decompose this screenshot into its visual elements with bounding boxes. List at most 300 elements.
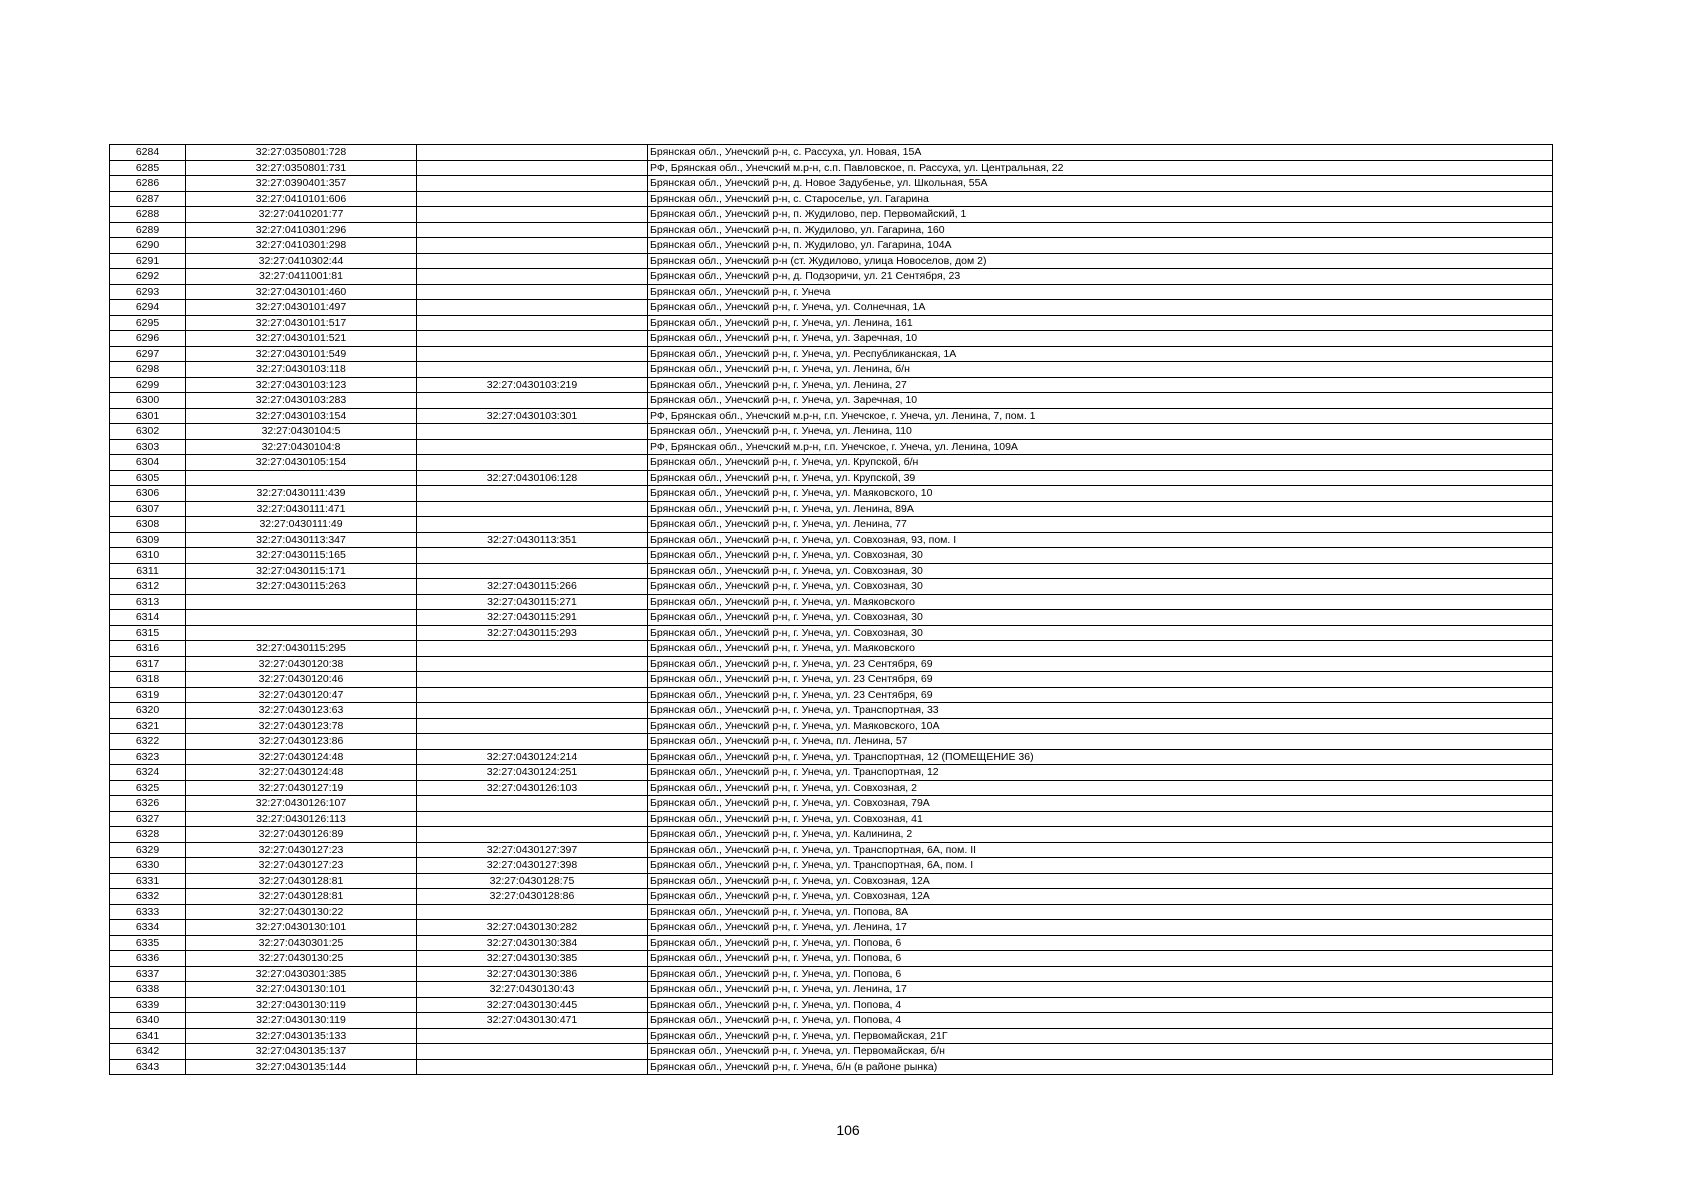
address-cell: Брянская обл., Унечский р-н, г. Унеча, ул. Маяковского, 10А xyxy=(648,718,1553,734)
row-number-cell: 6307 xyxy=(110,501,186,517)
linked-cadastral-number-cell: 32:27:0430124:251 xyxy=(417,765,648,781)
row-number-cell: 6296 xyxy=(110,331,186,347)
linked-cadastral-number-cell: 32:27:0430113:351 xyxy=(417,532,648,548)
table-row xyxy=(110,935,1553,951)
row-number-cell: 6287 xyxy=(110,191,186,207)
row-number-cell: 6318 xyxy=(110,672,186,688)
address-cell: Брянская обл., Унечский р-н, г. Унеча, пл. Ленина, 57 xyxy=(648,734,1553,750)
cadastral-number-cell: 32:27:0430103:154 xyxy=(186,408,417,424)
row-number-cell: 6331 xyxy=(110,873,186,889)
address-cell: Брянская обл., Унечский р-н, г. Унеча, ул. Маяковского xyxy=(648,641,1553,657)
linked-cadastral-number-cell xyxy=(417,269,648,285)
row-number-cell: 6298 xyxy=(110,362,186,378)
page-number: 106 xyxy=(836,1122,860,1138)
address-cell: Брянская обл., Унечский р-н, г. Унеча, ул. Попова, 8А xyxy=(648,904,1553,920)
row-number-cell: 6343 xyxy=(110,1059,186,1075)
row-number-cell: 6301 xyxy=(110,408,186,424)
linked-cadastral-number-cell: 32:27:0430130:282 xyxy=(417,920,648,936)
linked-cadastral-number-cell xyxy=(417,424,648,440)
cadastral-number-cell: 32:27:0430120:38 xyxy=(186,656,417,672)
table-row xyxy=(110,486,1553,502)
cadastral-number-cell: 32:27:0430115:295 xyxy=(186,641,417,657)
row-number-cell: 6294 xyxy=(110,300,186,316)
address-cell: Брянская обл., Унечский р-н, г. Унеча, ул. Совхозная, 30 xyxy=(648,563,1553,579)
table-row xyxy=(110,734,1553,750)
row-number-cell: 6285 xyxy=(110,160,186,176)
linked-cadastral-number-cell xyxy=(417,796,648,812)
row-number-cell: 6333 xyxy=(110,904,186,920)
address-cell: Брянская обл., Унечский р-н, г. Унеча, ул. Транспортная, 6А, пом. II xyxy=(648,842,1553,858)
table-row xyxy=(110,284,1553,300)
cadastral-number-cell: 32:27:0430103:118 xyxy=(186,362,417,378)
row-number-cell: 6311 xyxy=(110,563,186,579)
linked-cadastral-number-cell: 32:27:0430130:384 xyxy=(417,935,648,951)
cadastral-number-cell: 32:27:0430105:154 xyxy=(186,455,417,471)
cadastral-number-cell: 32:27:0430101:549 xyxy=(186,346,417,362)
table-row xyxy=(110,579,1553,595)
cadastral-number-cell: 32:27:0430120:46 xyxy=(186,672,417,688)
table-row xyxy=(110,393,1553,409)
table-row xyxy=(110,997,1553,1013)
row-number-cell: 6309 xyxy=(110,532,186,548)
row-number-cell: 6339 xyxy=(110,997,186,1013)
table-row xyxy=(110,408,1553,424)
address-cell: Брянская обл., Унечский р-н, г. Унеча, ул. Ленина, 77 xyxy=(648,517,1553,533)
table-row xyxy=(110,222,1553,238)
cadastral-number-cell: 32:27:0430104:8 xyxy=(186,439,417,455)
cadastral-number-cell: 32:27:0430128:81 xyxy=(186,889,417,905)
linked-cadastral-number-cell: 32:27:0430128:86 xyxy=(417,889,648,905)
table-row xyxy=(110,920,1553,936)
table-row xyxy=(110,1044,1553,1060)
linked-cadastral-number-cell xyxy=(417,455,648,471)
address-cell: Брянская обл., Унечский р-н, г. Унеча, ул. Попова, 4 xyxy=(648,997,1553,1013)
linked-cadastral-number-cell xyxy=(417,362,648,378)
row-number-cell: 6314 xyxy=(110,610,186,626)
row-number-cell: 6288 xyxy=(110,207,186,223)
row-number-cell: 6293 xyxy=(110,284,186,300)
linked-cadastral-number-cell: 32:27:0430130:471 xyxy=(417,1013,648,1029)
address-cell: Брянская обл., Унечский р-н, с. Рассуха, ул. Новая, 15А xyxy=(648,145,1553,161)
cadastral-number-cell: 32:27:0430301:25 xyxy=(186,935,417,951)
cadastral-number-cell: 32:27:0430124:48 xyxy=(186,749,417,765)
linked-cadastral-number-cell xyxy=(417,191,648,207)
table-row xyxy=(110,873,1553,889)
linked-cadastral-number-cell xyxy=(417,734,648,750)
row-number-cell: 6330 xyxy=(110,858,186,874)
linked-cadastral-number-cell: 32:27:0430106:128 xyxy=(417,470,648,486)
row-number-cell: 6328 xyxy=(110,827,186,843)
table-row xyxy=(110,687,1553,703)
table-row xyxy=(110,1028,1553,1044)
address-cell: Брянская обл., Унечский р-н, г. Унеча, ул. Попова, 6 xyxy=(648,935,1553,951)
address-cell: Брянская обл., Унечский р-н, г. Унеча, ул. Ленина, 110 xyxy=(648,424,1553,440)
cadastral-number-cell: 32:27:0430124:48 xyxy=(186,765,417,781)
row-number-cell: 6336 xyxy=(110,951,186,967)
row-number-cell: 6321 xyxy=(110,718,186,734)
address-cell: Брянская обл., Унечский р-н, г. Унеча, ул. Транспортная, 33 xyxy=(648,703,1553,719)
row-number-cell: 6302 xyxy=(110,424,186,440)
address-cell: Брянская обл., Унечский р-н, г. Унеча, ул. Транспортная, 12 (ПОМЕЩЕНИЕ 36) xyxy=(648,749,1553,765)
cadastral-number-cell: 32:27:0410201:77 xyxy=(186,207,417,223)
address-cell: Брянская обл., Унечский р-н, г. Унеча, ул. Попова, 4 xyxy=(648,1013,1553,1029)
linked-cadastral-number-cell: 32:27:0430115:266 xyxy=(417,579,648,595)
cadastral-number-cell: 32:27:0430130:119 xyxy=(186,997,417,1013)
table-row xyxy=(110,253,1553,269)
table-row xyxy=(110,439,1553,455)
row-number-cell: 6286 xyxy=(110,176,186,192)
linked-cadastral-number-cell: 32:27:0430130:43 xyxy=(417,982,648,998)
row-number-cell: 6303 xyxy=(110,439,186,455)
linked-cadastral-number-cell: 32:27:0430130:386 xyxy=(417,966,648,982)
row-number-cell: 6337 xyxy=(110,966,186,982)
cadastral-number-cell: 32:27:0430130:22 xyxy=(186,904,417,920)
table-row xyxy=(110,315,1553,331)
linked-cadastral-number-cell xyxy=(417,517,648,533)
linked-cadastral-number-cell: 32:27:0430127:397 xyxy=(417,842,648,858)
address-cell: Брянская обл., Унечский р-н, г. Унеча, ул. Ленина, 161 xyxy=(648,315,1553,331)
address-cell: Брянская обл., Унечский р-н, г. Унеча, ул. Совхозная, 79А xyxy=(648,796,1553,812)
address-cell: Брянская обл., Унечский р-н, г. Унеча, ул. Совхозная, 30 xyxy=(648,610,1553,626)
linked-cadastral-number-cell xyxy=(417,656,648,672)
row-number-cell: 6323 xyxy=(110,749,186,765)
table-row xyxy=(110,625,1553,641)
address-cell: Брянская обл., Унечский р-н, г. Унеча, ул. Транспортная, 6А, пом. I xyxy=(648,858,1553,874)
row-number-cell: 6304 xyxy=(110,455,186,471)
table-row xyxy=(110,827,1553,843)
table-row xyxy=(110,191,1553,207)
row-number-cell: 6319 xyxy=(110,687,186,703)
cadastral-number-cell: 32:27:0430135:144 xyxy=(186,1059,417,1075)
address-cell: Брянская обл., Унечский р-н, г. Унеча, ул. 23 Сентября, 69 xyxy=(648,687,1553,703)
row-number-cell: 6335 xyxy=(110,935,186,951)
table-row xyxy=(110,517,1553,533)
cadastral-number-cell xyxy=(186,610,417,626)
linked-cadastral-number-cell: 32:27:0430130:445 xyxy=(417,997,648,1013)
row-number-cell: 6315 xyxy=(110,625,186,641)
cadastral-number-cell: 32:27:0430111:439 xyxy=(186,486,417,502)
address-cell: Брянская обл., Унечский р-н, г. Унеча, ул. Транспортная, 12 xyxy=(648,765,1553,781)
table-row xyxy=(110,951,1553,967)
address-cell: Брянская обл., Унечский р-н, п. Жудилово, пер. Первомайский, 1 xyxy=(648,207,1553,223)
address-cell: Брянская обл., Унечский р-н, г. Унеча, ул. Первомайская, 21Г xyxy=(648,1028,1553,1044)
linked-cadastral-number-cell xyxy=(417,1028,648,1044)
row-number-cell: 6295 xyxy=(110,315,186,331)
table-row xyxy=(110,424,1553,440)
cadastral-number-cell: 32:27:0430101:497 xyxy=(186,300,417,316)
table-row xyxy=(110,455,1553,471)
linked-cadastral-number-cell xyxy=(417,160,648,176)
address-cell: Брянская обл., Унечский р-н, с. Староселье, ул. Гагарина xyxy=(648,191,1553,207)
cadastral-number-cell: 32:27:0430301:385 xyxy=(186,966,417,982)
cadastral-number-cell: 32:27:0390401:357 xyxy=(186,176,417,192)
table-row xyxy=(110,656,1553,672)
table-row xyxy=(110,346,1553,362)
table-row xyxy=(110,718,1553,734)
linked-cadastral-number-cell xyxy=(417,641,648,657)
row-number-cell: 6338 xyxy=(110,982,186,998)
address-cell: Брянская обл., Унечский р-н, г. Унеча, ул. Маяковского xyxy=(648,594,1553,610)
cadastral-number-cell: 32:27:0410101:606 xyxy=(186,191,417,207)
table-row xyxy=(110,160,1553,176)
address-cell: Брянская обл., Унечский р-н, г. Унеча, ул. Ленина, б/н xyxy=(648,362,1553,378)
row-number-cell: 6300 xyxy=(110,393,186,409)
row-number-cell: 6320 xyxy=(110,703,186,719)
address-cell: Брянская обл., Унечский р-н, п. Жудилово, ул. Гагарина, 160 xyxy=(648,222,1553,238)
linked-cadastral-number-cell xyxy=(417,145,648,161)
cadastral-number-cell: 32:27:0430123:78 xyxy=(186,718,417,734)
row-number-cell: 6310 xyxy=(110,548,186,564)
cadastral-number-cell: 32:27:0430111:471 xyxy=(186,501,417,517)
address-cell: Брянская обл., Унечский р-н, г. Унеча, ул. Ленина, 89А xyxy=(648,501,1553,517)
table-row xyxy=(110,796,1553,812)
table-row xyxy=(110,501,1553,517)
address-cell: Брянская обл., Унечский р-н, г. Унеча, ул. Попова, 6 xyxy=(648,966,1553,982)
table-row xyxy=(110,966,1553,982)
cadastral-number-cell: 32:27:0430130:101 xyxy=(186,982,417,998)
table-row xyxy=(110,176,1553,192)
cadastral-number-cell: 32:27:0430115:165 xyxy=(186,548,417,564)
address-cell: Брянская обл., Унечский р-н, г. Унеча, ул. Ленина, 17 xyxy=(648,982,1553,998)
linked-cadastral-number-cell xyxy=(417,718,648,734)
address-cell: Брянская обл., Унечский р-н, д. Новое Задубенье, ул. Школьная, 55А xyxy=(648,176,1553,192)
cadastral-number-cell: 32:27:0430126:107 xyxy=(186,796,417,812)
linked-cadastral-number-cell: 32:27:0430103:219 xyxy=(417,377,648,393)
table-body xyxy=(110,145,1553,1075)
cadastral-number-cell xyxy=(186,625,417,641)
address-cell: Брянская обл., Унечский р-н, г. Унеча, ул. Ленина, 17 xyxy=(648,920,1553,936)
linked-cadastral-number-cell xyxy=(417,548,648,564)
row-number-cell: 6334 xyxy=(110,920,186,936)
cadastral-number-cell: 32:27:0430101:521 xyxy=(186,331,417,347)
row-number-cell: 6297 xyxy=(110,346,186,362)
address-cell: Брянская обл., Унечский р-н, г. Унеча, ул. Совхозная, 12А xyxy=(648,873,1553,889)
cadastral-number-cell: 32:27:0430111:49 xyxy=(186,517,417,533)
row-number-cell: 6329 xyxy=(110,842,186,858)
address-cell: Брянская обл., Унечский р-н, г. Унеча, ул. Совхозная, 41 xyxy=(648,811,1553,827)
cadastral-number-cell xyxy=(186,470,417,486)
cadastral-number-cell: 32:27:0430115:263 xyxy=(186,579,417,595)
table-row xyxy=(110,548,1553,564)
linked-cadastral-number-cell xyxy=(417,687,648,703)
address-cell: Брянская обл., Унечский р-н, г. Унеча, ул. Совхозная, 93, пом. I xyxy=(648,532,1553,548)
cadastral-number-cell: 32:27:0430130:101 xyxy=(186,920,417,936)
row-number-cell: 6289 xyxy=(110,222,186,238)
property-register-table xyxy=(109,144,1553,1075)
address-cell: Брянская обл., Унечский р-н, г. Унеча, ул. Заречная, 10 xyxy=(648,331,1553,347)
row-number-cell: 6316 xyxy=(110,641,186,657)
cadastral-number-cell: 32:27:0430103:123 xyxy=(186,377,417,393)
table-row xyxy=(110,1013,1553,1029)
linked-cadastral-number-cell xyxy=(417,393,648,409)
address-cell: Брянская обл., Унечский р-н, г. Унеча, ул. Крупской, б/н xyxy=(648,455,1553,471)
table-row xyxy=(110,842,1553,858)
table-row xyxy=(110,904,1553,920)
table-row xyxy=(110,470,1553,486)
address-cell: Брянская обл., Унечский р-н, г. Унеча, ул. Ленина, 27 xyxy=(648,377,1553,393)
row-number-cell: 6292 xyxy=(110,269,186,285)
linked-cadastral-number-cell xyxy=(417,486,648,502)
address-cell: Брянская обл., Унечский р-н, г. Унеча, ул. Заречная, 10 xyxy=(648,393,1553,409)
linked-cadastral-number-cell xyxy=(417,346,648,362)
linked-cadastral-number-cell xyxy=(417,501,648,517)
cadastral-number-cell: 32:27:0430128:81 xyxy=(186,873,417,889)
linked-cadastral-number-cell xyxy=(417,827,648,843)
linked-cadastral-number-cell xyxy=(417,703,648,719)
row-number-cell: 6325 xyxy=(110,780,186,796)
cadastral-number-cell: 32:27:0430130:25 xyxy=(186,951,417,967)
linked-cadastral-number-cell xyxy=(417,238,648,254)
cadastral-number-cell: 32:27:0430135:137 xyxy=(186,1044,417,1060)
table-row xyxy=(110,594,1553,610)
address-cell: Брянская обл., Унечский р-н, г. Унеча, ул. Маяковского, 10 xyxy=(648,486,1553,502)
cadastral-number-cell: 32:27:0411001:81 xyxy=(186,269,417,285)
linked-cadastral-number-cell xyxy=(417,331,648,347)
table-row xyxy=(110,889,1553,905)
address-cell: Брянская обл., Унечский р-н, г. Унеча, ул. Республиканская, 1А xyxy=(648,346,1553,362)
row-number-cell: 6291 xyxy=(110,253,186,269)
row-number-cell: 6340 xyxy=(110,1013,186,1029)
linked-cadastral-number-cell xyxy=(417,1044,648,1060)
linked-cadastral-number-cell xyxy=(417,563,648,579)
cadastral-number-cell: 32:27:0430101:460 xyxy=(186,284,417,300)
row-number-cell: 6305 xyxy=(110,470,186,486)
linked-cadastral-number-cell xyxy=(417,300,648,316)
cadastral-number-cell: 32:27:0430104:5 xyxy=(186,424,417,440)
address-cell: РФ, Брянская обл., Унечский м.р-н, г.п. Унечское, г. Унеча, ул. Ленина, 109А xyxy=(648,439,1553,455)
row-number-cell: 6290 xyxy=(110,238,186,254)
address-cell: Брянская обл., Унечский р-н, г. Унеча, ул. Совхозная, 12А xyxy=(648,889,1553,905)
cadastral-number-cell: 32:27:0410301:298 xyxy=(186,238,417,254)
row-number-cell: 6326 xyxy=(110,796,186,812)
address-cell: Брянская обл., Унечский р-н, г. Унеча, ул. Совхозная, 30 xyxy=(648,579,1553,595)
cadastral-number-cell: 32:27:0430120:47 xyxy=(186,687,417,703)
cadastral-number-cell: 32:27:0430127:19 xyxy=(186,780,417,796)
cadastral-number-cell: 32:27:0430126:113 xyxy=(186,811,417,827)
table-row xyxy=(110,1059,1553,1075)
table-row xyxy=(110,532,1553,548)
row-number-cell: 6313 xyxy=(110,594,186,610)
address-cell: Брянская обл., Унечский р-н, г. Унеча xyxy=(648,284,1553,300)
table-row xyxy=(110,207,1553,223)
table-row xyxy=(110,269,1553,285)
row-number-cell: 6306 xyxy=(110,486,186,502)
linked-cadastral-number-cell xyxy=(417,672,648,688)
table-row xyxy=(110,300,1553,316)
cadastral-number-cell: 32:27:0430101:517 xyxy=(186,315,417,331)
linked-cadastral-number-cell xyxy=(417,176,648,192)
cadastral-number-cell: 32:27:0350801:731 xyxy=(186,160,417,176)
table-row xyxy=(110,982,1553,998)
linked-cadastral-number-cell xyxy=(417,284,648,300)
address-cell: Брянская обл., Унечский р-н, г. Унеча, ул. Калинина, 2 xyxy=(648,827,1553,843)
linked-cadastral-number-cell: 32:27:0430124:214 xyxy=(417,749,648,765)
table-row xyxy=(110,672,1553,688)
linked-cadastral-number-cell xyxy=(417,222,648,238)
linked-cadastral-number-cell xyxy=(417,904,648,920)
linked-cadastral-number-cell xyxy=(417,315,648,331)
address-cell: Брянская обл., Унечский р-н, г. Унеча, ул. Крупской, 39 xyxy=(648,470,1553,486)
cadastral-number-cell: 32:27:0410302:44 xyxy=(186,253,417,269)
cadastral-number-cell: 32:27:0430115:171 xyxy=(186,563,417,579)
cadastral-number-cell: 32:27:0430127:23 xyxy=(186,858,417,874)
linked-cadastral-number-cell: 32:27:0430127:398 xyxy=(417,858,648,874)
table-row xyxy=(110,749,1553,765)
row-number-cell: 6341 xyxy=(110,1028,186,1044)
address-cell: РФ, Брянская обл., Унечский м.р-н, г.п. Унечское, г. Унеча, ул. Ленина, 7, пом. 1 xyxy=(648,408,1553,424)
row-number-cell: 6342 xyxy=(110,1044,186,1060)
table-row xyxy=(110,377,1553,393)
row-number-cell: 6332 xyxy=(110,889,186,905)
linked-cadastral-number-cell xyxy=(417,439,648,455)
table-row xyxy=(110,331,1553,347)
table-row xyxy=(110,610,1553,626)
address-cell: Брянская обл., Унечский р-н, г. Унеча, ул. Солнечная, 1А xyxy=(648,300,1553,316)
row-number-cell: 6327 xyxy=(110,811,186,827)
address-cell: Брянская обл., Унечский р-н, г. Унеча, ул. Попова, 6 xyxy=(648,951,1553,967)
address-cell: Брянская обл., Унечский р-н, г. Унеча, ул. Совхозная, 30 xyxy=(648,548,1553,564)
linked-cadastral-number-cell: 32:27:0430103:301 xyxy=(417,408,648,424)
cadastral-number-cell: 32:27:0410301:296 xyxy=(186,222,417,238)
table-row xyxy=(110,563,1553,579)
address-cell: Брянская обл., Унечский р-н, г. Унеча, ул. Первомайская, б/н xyxy=(648,1044,1553,1060)
row-number-cell: 6317 xyxy=(110,656,186,672)
row-number-cell: 6312 xyxy=(110,579,186,595)
address-cell: РФ, Брянская обл., Унечский м.р-н, с.п. Павловское, п. Рассуха, ул. Центральная, 22 xyxy=(648,160,1553,176)
table-row xyxy=(110,238,1553,254)
address-cell: Брянская обл., Унечский р-н, г. Унеча, ул. Совхозная, 2 xyxy=(648,780,1553,796)
table-row xyxy=(110,765,1553,781)
linked-cadastral-number-cell: 32:27:0430115:271 xyxy=(417,594,648,610)
address-cell: Брянская обл., Унечский р-н, п. Жудилово, ул. Гагарина, 104А xyxy=(648,238,1553,254)
cadastral-number-cell: 32:27:0430103:283 xyxy=(186,393,417,409)
cadastral-number-cell: 32:27:0350801:728 xyxy=(186,145,417,161)
linked-cadastral-number-cell: 32:27:0430128:75 xyxy=(417,873,648,889)
table-row xyxy=(110,811,1553,827)
cadastral-number-cell: 32:27:0430130:119 xyxy=(186,1013,417,1029)
linked-cadastral-number-cell xyxy=(417,811,648,827)
cadastral-number-cell: 32:27:0430113:347 xyxy=(186,532,417,548)
linked-cadastral-number-cell: 32:27:0430115:293 xyxy=(417,625,648,641)
address-cell: Брянская обл., Унечский р-н, г. Унеча, б/н (в районе рынка) xyxy=(648,1059,1553,1075)
table-row xyxy=(110,858,1553,874)
linked-cadastral-number-cell xyxy=(417,1059,648,1075)
address-cell: Брянская обл., Унечский р-н (ст. Жудилово, улица Новоселов, дом 2) xyxy=(648,253,1553,269)
cadastral-number-cell: 32:27:0430123:63 xyxy=(186,703,417,719)
row-number-cell: 6324 xyxy=(110,765,186,781)
table-row xyxy=(110,362,1553,378)
row-number-cell: 6299 xyxy=(110,377,186,393)
table-row xyxy=(110,145,1553,161)
row-number-cell: 6284 xyxy=(110,145,186,161)
linked-cadastral-number-cell: 32:27:0430126:103 xyxy=(417,780,648,796)
table-row xyxy=(110,780,1553,796)
row-number-cell: 6308 xyxy=(110,517,186,533)
address-cell: Брянская обл., Унечский р-н, д. Подзоричи, ул. 21 Сентября, 23 xyxy=(648,269,1553,285)
address-cell: Брянская обл., Унечский р-н, г. Унеча, ул. 23 Сентября, 69 xyxy=(648,656,1553,672)
table-row xyxy=(110,641,1553,657)
linked-cadastral-number-cell: 32:27:0430115:291 xyxy=(417,610,648,626)
cadastral-number-cell: 32:27:0430126:89 xyxy=(186,827,417,843)
cadastral-number-cell xyxy=(186,594,417,610)
linked-cadastral-number-cell xyxy=(417,253,648,269)
linked-cadastral-number-cell xyxy=(417,207,648,223)
table-row xyxy=(110,703,1553,719)
row-number-cell: 6322 xyxy=(110,734,186,750)
cadastral-number-cell: 32:27:0430127:23 xyxy=(186,842,417,858)
cadastral-number-cell: 32:27:0430123:86 xyxy=(186,734,417,750)
cadastral-number-cell: 32:27:0430135:133 xyxy=(186,1028,417,1044)
